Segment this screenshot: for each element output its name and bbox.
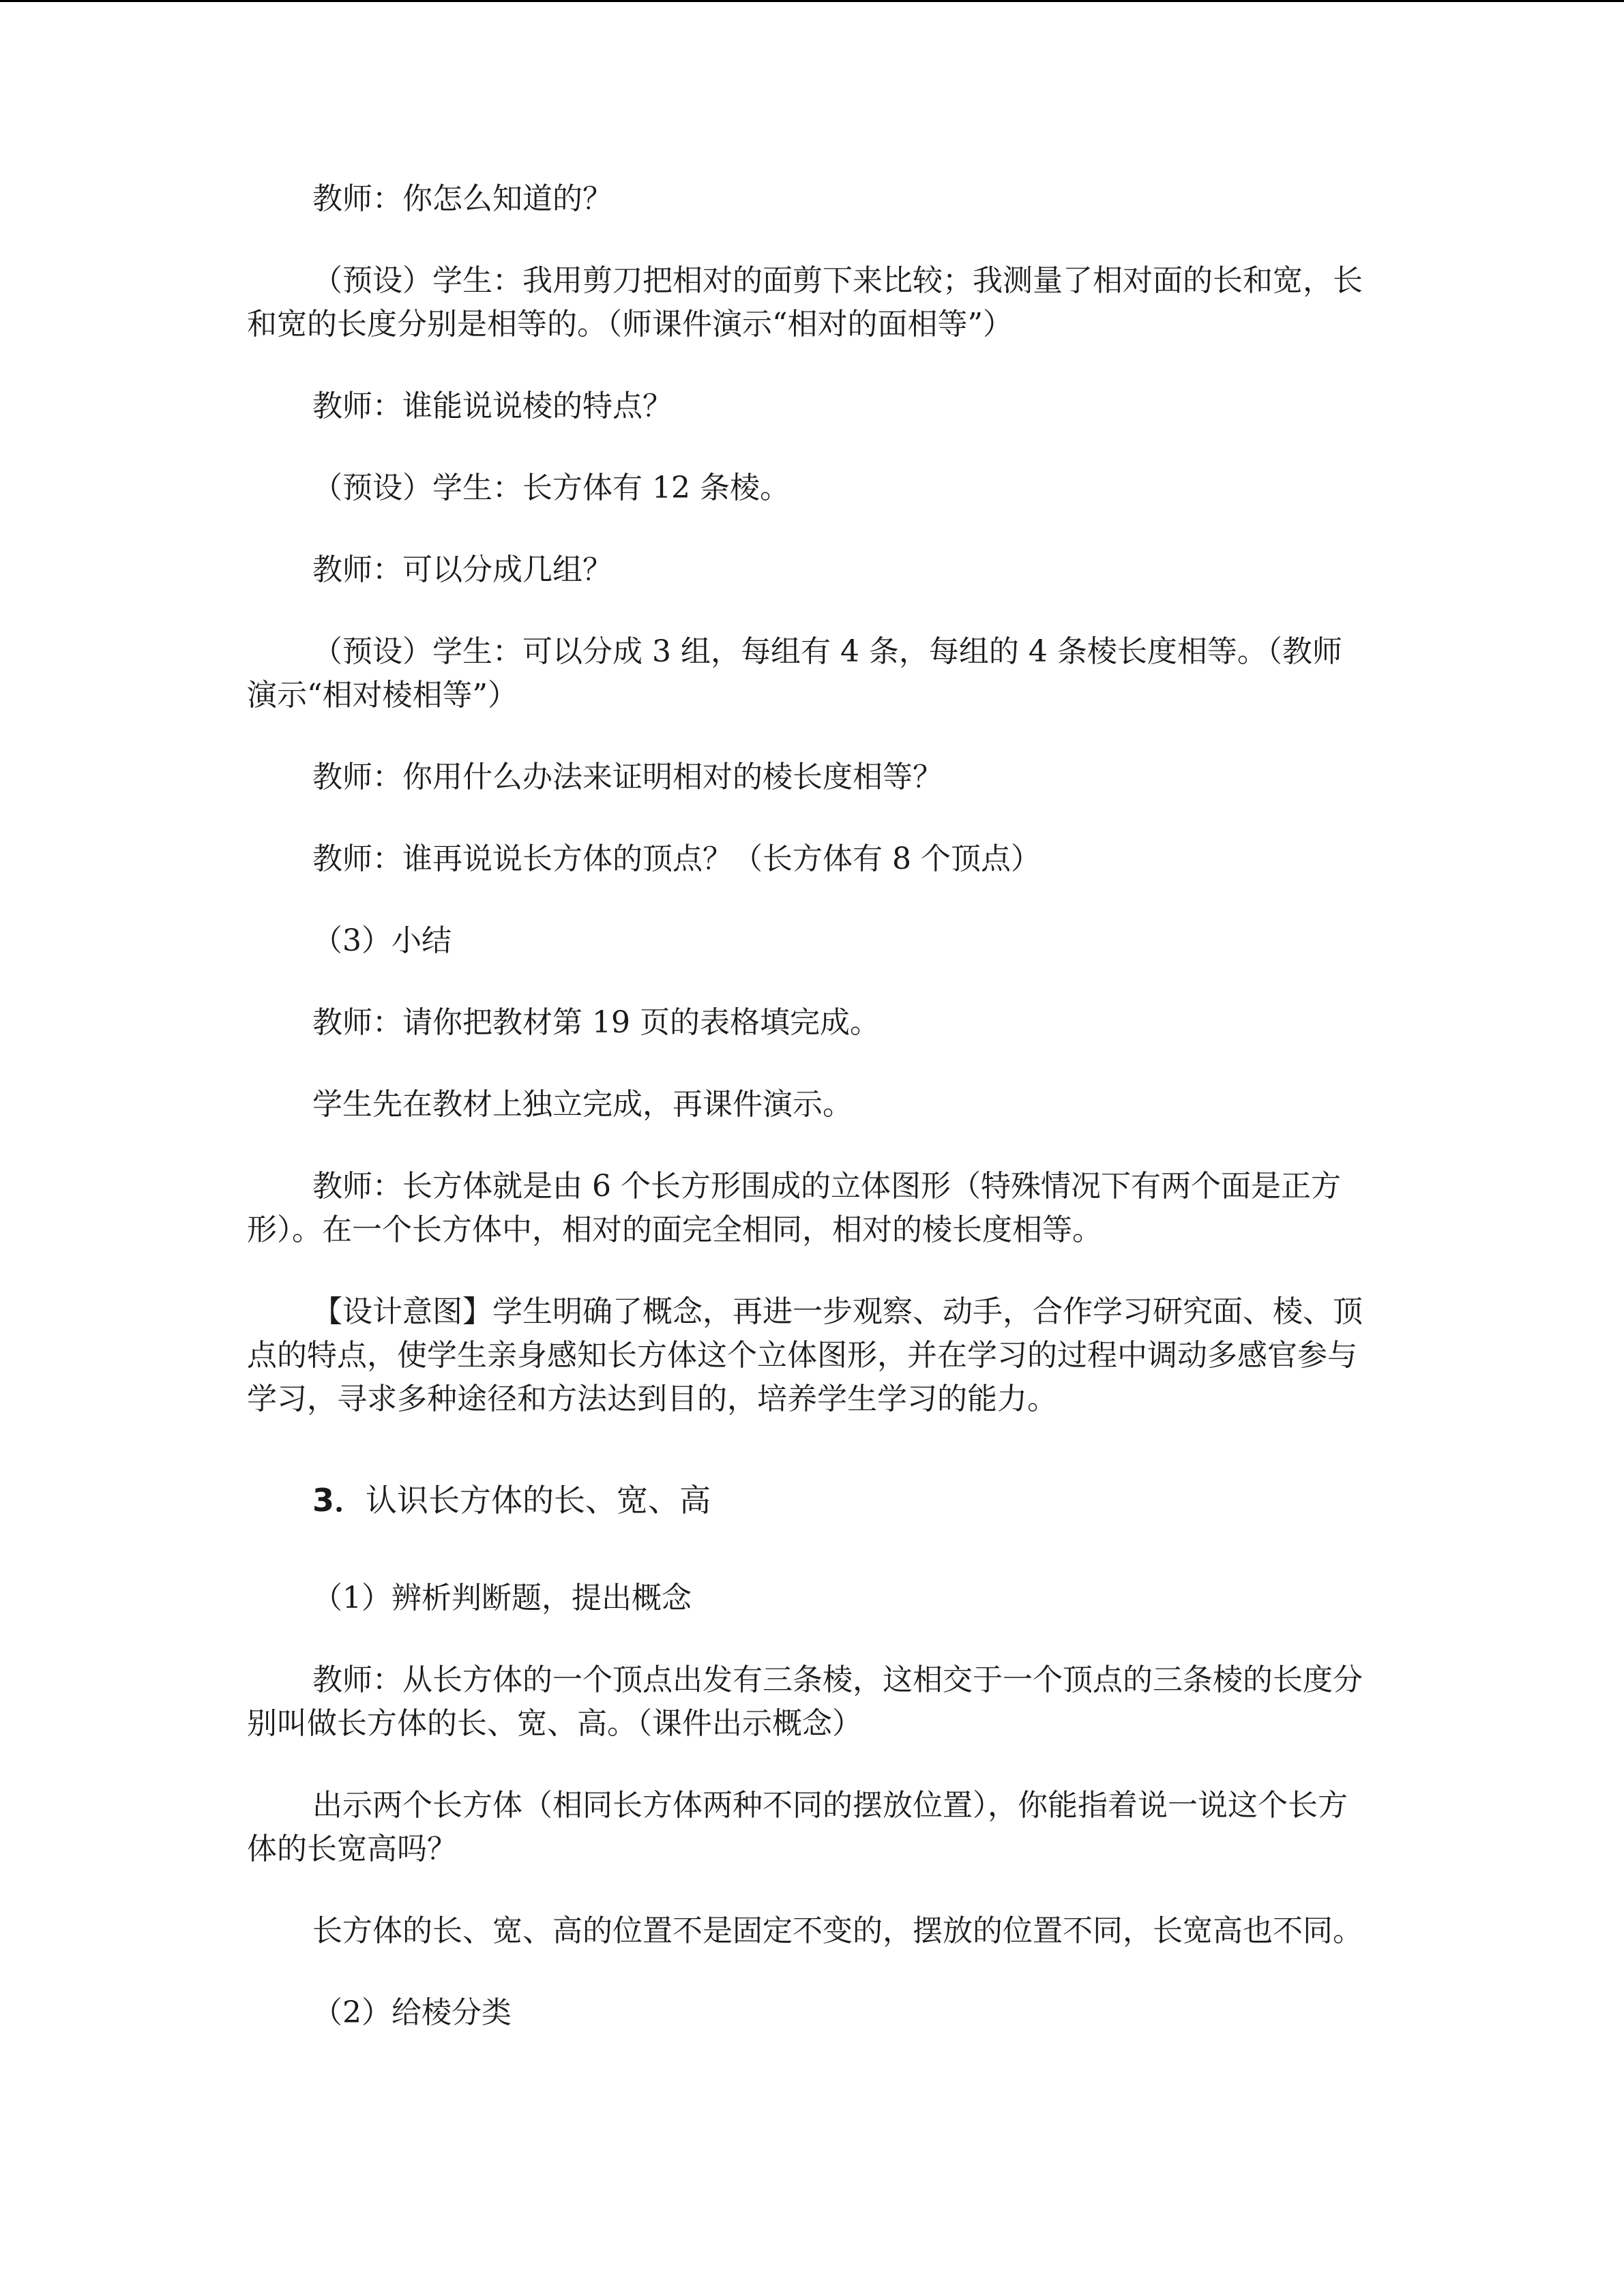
section-3-number: 3． (312, 1482, 366, 1519)
document-page (247, 177, 1365, 2035)
paragraph-sub2-heading: （2）给棱分类 (312, 1995, 512, 2030)
paragraph-student-complete: 学生先在教材上独立完成，再课件演示。 (312, 1087, 853, 1122)
paragraph-teacher-lwh-concept: 教师：从长方体的一个顶点出发有三条棱，这相交于一个顶点的三条棱的长度分别叫做长方体的长、宽、高。（课件出示概念） (247, 1663, 1363, 1741)
paragraph-student-12-edges: （预设）学生：长方体有 12 条棱。 (312, 471, 790, 505)
paragraph-student-cut-compare: （预设）学生：我用剪刀把相对的面剪下来比较；我测量了相对面的长和宽，长和宽的长度分别是相等的。（师课件演示“相对的面相等”） (247, 263, 1363, 342)
paragraph-teacher-fill-table: 教师：请你把教材第 19 页的表格填完成。 (312, 1005, 880, 1040)
paragraph-teacher-definition: 教师：长方体就是由 6 个长方形围成的立体图形（特殊情况下有两个面是正方形）。在一个长方体中，相对的面完全相同，相对的棱长度相等。 (247, 1169, 1341, 1247)
paragraph-sub1-heading: （1）辨析判断题，提出概念 (312, 1581, 692, 1615)
paragraph-teacher-groups: 教师：可以分成几组？ (312, 552, 612, 587)
paragraph-teacher-how-know: 教师：你怎么知道的？ (312, 181, 612, 216)
paragraph-summary-heading: （3）小结 (312, 923, 452, 958)
paragraph-teacher-prove-edges: 教师：你用什么办法来证明相对的棱长度相等？ (312, 760, 943, 794)
paragraph-teacher-edge-features: 教师：谁能说说棱的特点？ (312, 389, 673, 423)
paragraph-show-two-cuboids: 出示两个长方体（相同长方体两种不同的摆放位置），你能指着说一说这个长方体的长宽高吗？ (247, 1788, 1348, 1866)
section-3-heading (247, 1478, 1365, 1522)
top-border-line (0, 0, 1624, 2)
paragraph-lwh-not-fixed: 长方体的长、宽、高的位置不是固定不变的，摆放的位置不同，长宽高也不同。 (312, 1913, 1363, 1948)
paragraph-teacher-vertices: 教师：谁再说说长方体的顶点？（长方体有 8 个顶点） (312, 841, 1041, 876)
paragraph-student-3-groups: （预设）学生：可以分成 3 组，每组有 4 条，每组的 4 条棱长度相等。（教师演示“相对棱相等”） (247, 634, 1342, 713)
section-3-title: 认识长方体的长、宽、高 (366, 1482, 711, 1519)
paragraph-design-intent: 【设计意图】学生明确了概念，再进一步观察、动手，合作学习研究面、棱、顶点的特点，使学生亲身感知长方体这个立体图形，并在学习的过程中调动多感官参与学习，寻求多种途径和方法达到目的，培养学生学习的能力。 (247, 1294, 1363, 1416)
